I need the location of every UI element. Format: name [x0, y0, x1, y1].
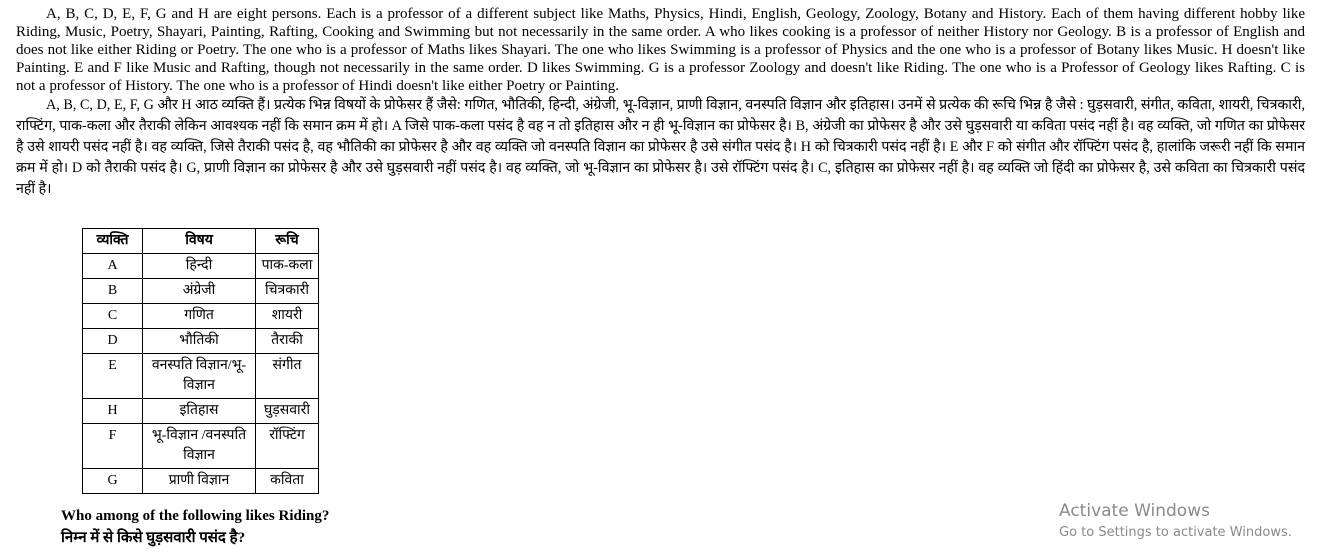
cell-hobby: शायरी	[256, 304, 319, 329]
cell-subject: गणित	[143, 304, 256, 329]
cell-person: H	[83, 399, 143, 424]
cell-subject: वनस्पति विज्ञान/भू-विज्ञान	[143, 354, 256, 399]
cell-hobby: संगीत	[256, 354, 319, 399]
cell-person: A	[83, 254, 143, 279]
table-row	[83, 399, 319, 424]
cell-subject: इतिहास	[143, 399, 256, 424]
cell-person: E	[83, 354, 143, 399]
paragraph-english-text: A, B, C, D, E, F, G and H are eight persons. Each is a professor of a different subject like Maths, Physics, Hindi, English, Geology, Zoology, Botany and History. Each of them having different hobby like Riding, Music, Poetry, Shayari, Painting, Rafting, Cooking and Swimming but not necessarily in the same order. A who likes cooking is a professor of neither History nor Geology. B is a professor of English and does not like either Riding or Poetry. The one who is a professor of Maths likes Shayari. The one who likes Swimming is a professor of Physics and the one who is a professor of Botany likes Music. H doesn't like Painting. E and F like Music and Rafting, though not necessarily in the same order. D likes Swimming. G is a professor Zoology and doesn't like Riding. The one who is a Professor of Geology likes Rafting. C is not a professor of History. The one who is a professor of Hindi doesn't like either Poetry or Painting.	[16, 6, 1305, 94]
cell-person: G	[83, 469, 143, 494]
activate-windows-title: Activate Windows	[1059, 501, 1210, 521]
paragraph-english	[16, 5, 1305, 95]
paragraph-hindi	[16, 95, 1305, 200]
cell-hobby: पाक-कला	[256, 254, 319, 279]
activate-windows-subtitle: Go to Settings to activate Windows.	[1059, 525, 1292, 540]
table-header-row	[83, 229, 319, 254]
question-english: Who among of the following likes Riding?	[61, 508, 330, 524]
table-row	[83, 469, 319, 494]
cell-hobby: तैराकी	[256, 329, 319, 354]
header-subject: विषय	[143, 229, 256, 254]
cell-hobby: चित्रकारी	[256, 279, 319, 304]
cell-subject: अंग्रेजी	[143, 279, 256, 304]
cell-hobby: रॉफ्टिंग	[256, 424, 319, 469]
cell-subject: भौतिकी	[143, 329, 256, 354]
cell-subject: भू-विज्ञान /वनस्पति विज्ञान	[143, 424, 256, 469]
solution-table	[82, 228, 319, 494]
cell-person: F	[83, 424, 143, 469]
header-person: व्यक्ति	[83, 229, 143, 254]
table-row	[83, 254, 319, 279]
cell-subject: प्राणी विज्ञान	[143, 469, 256, 494]
table-row	[83, 329, 319, 354]
cell-person: D	[83, 329, 143, 354]
question-hindi: निम्न में से किसे घुड़सवारी पसंद है?	[61, 530, 246, 546]
header-hobby: रूचि	[256, 229, 319, 254]
table-row	[83, 304, 319, 329]
cell-subject: हिन्दी	[143, 254, 256, 279]
table-row	[83, 279, 319, 304]
cell-hobby: कविता	[256, 469, 319, 494]
cell-person: C	[83, 304, 143, 329]
paragraph-hindi-text: A, B, C, D, E, F, G और H आठ व्यक्ति हैं। प्रत्येक भिन्न विषयों के प्रोफेसर हैं जैसे: गणित, भौतिकी, हिन्दी, अंग्रेजी, भू-विज्ञान, प्राणी विज्ञान, वनस्पति विज्ञान और इतिहास। उनमें से प्रत्येक की रूचि भिन्न है जैसे : घुड़सवारी, संगीत, कविता, शायरी, चित्रकारी, राफ्टिंग, पाक-कला और तैराकी लेकिन आवश्यक नहीं कि समान क्रम में हो। A जिसे पाक-कला पसंद है वह न तो इतिहास और न ही भू-विज्ञान का प्रोफेसर है। B, अंग्रेजी का प्रोफेसर है और उसे घुड़सवारी या कविता पसंद नहीं है। वह व्यक्ति, जो गणित का प्रोफेसर है उसे शायरी पसंद नहीं है। वह व्यक्ति, जिसे तैराकी पसंद है, वह भौतिकी का प्रोफेसर है और वह व्यक्ति जो वनस्पति विज्ञान का प्रोफेसर है उसे संगीत पसंद है। H को चित्रकारी पसंद नहीं है। E और F को संगीत और रॉफ्टिंग पसंद है, हालांकि जरूरी नहीं कि समान क्रम में हो। D को तैराकी पसंद है। G, प्राणी विज्ञान का प्रोफेसर है और उसे घुड़सवारी नहीं पसंद है। वह व्यक्ति, जो भू-विज्ञान का प्रोफेसर है। उसे रॉफ्टिंग पसंद है। C, इतिहास का प्रोफेसर नहीं है। वह व्यक्ति जो हिंदी का प्रोफेसर है, उसे कविता का चित्रकारी पसंद नहीं है।	[16, 97, 1305, 197]
table-row	[83, 354, 319, 399]
table-row	[83, 424, 319, 469]
cell-person: B	[83, 279, 143, 304]
cell-hobby: घुड़सवारी	[256, 399, 319, 424]
